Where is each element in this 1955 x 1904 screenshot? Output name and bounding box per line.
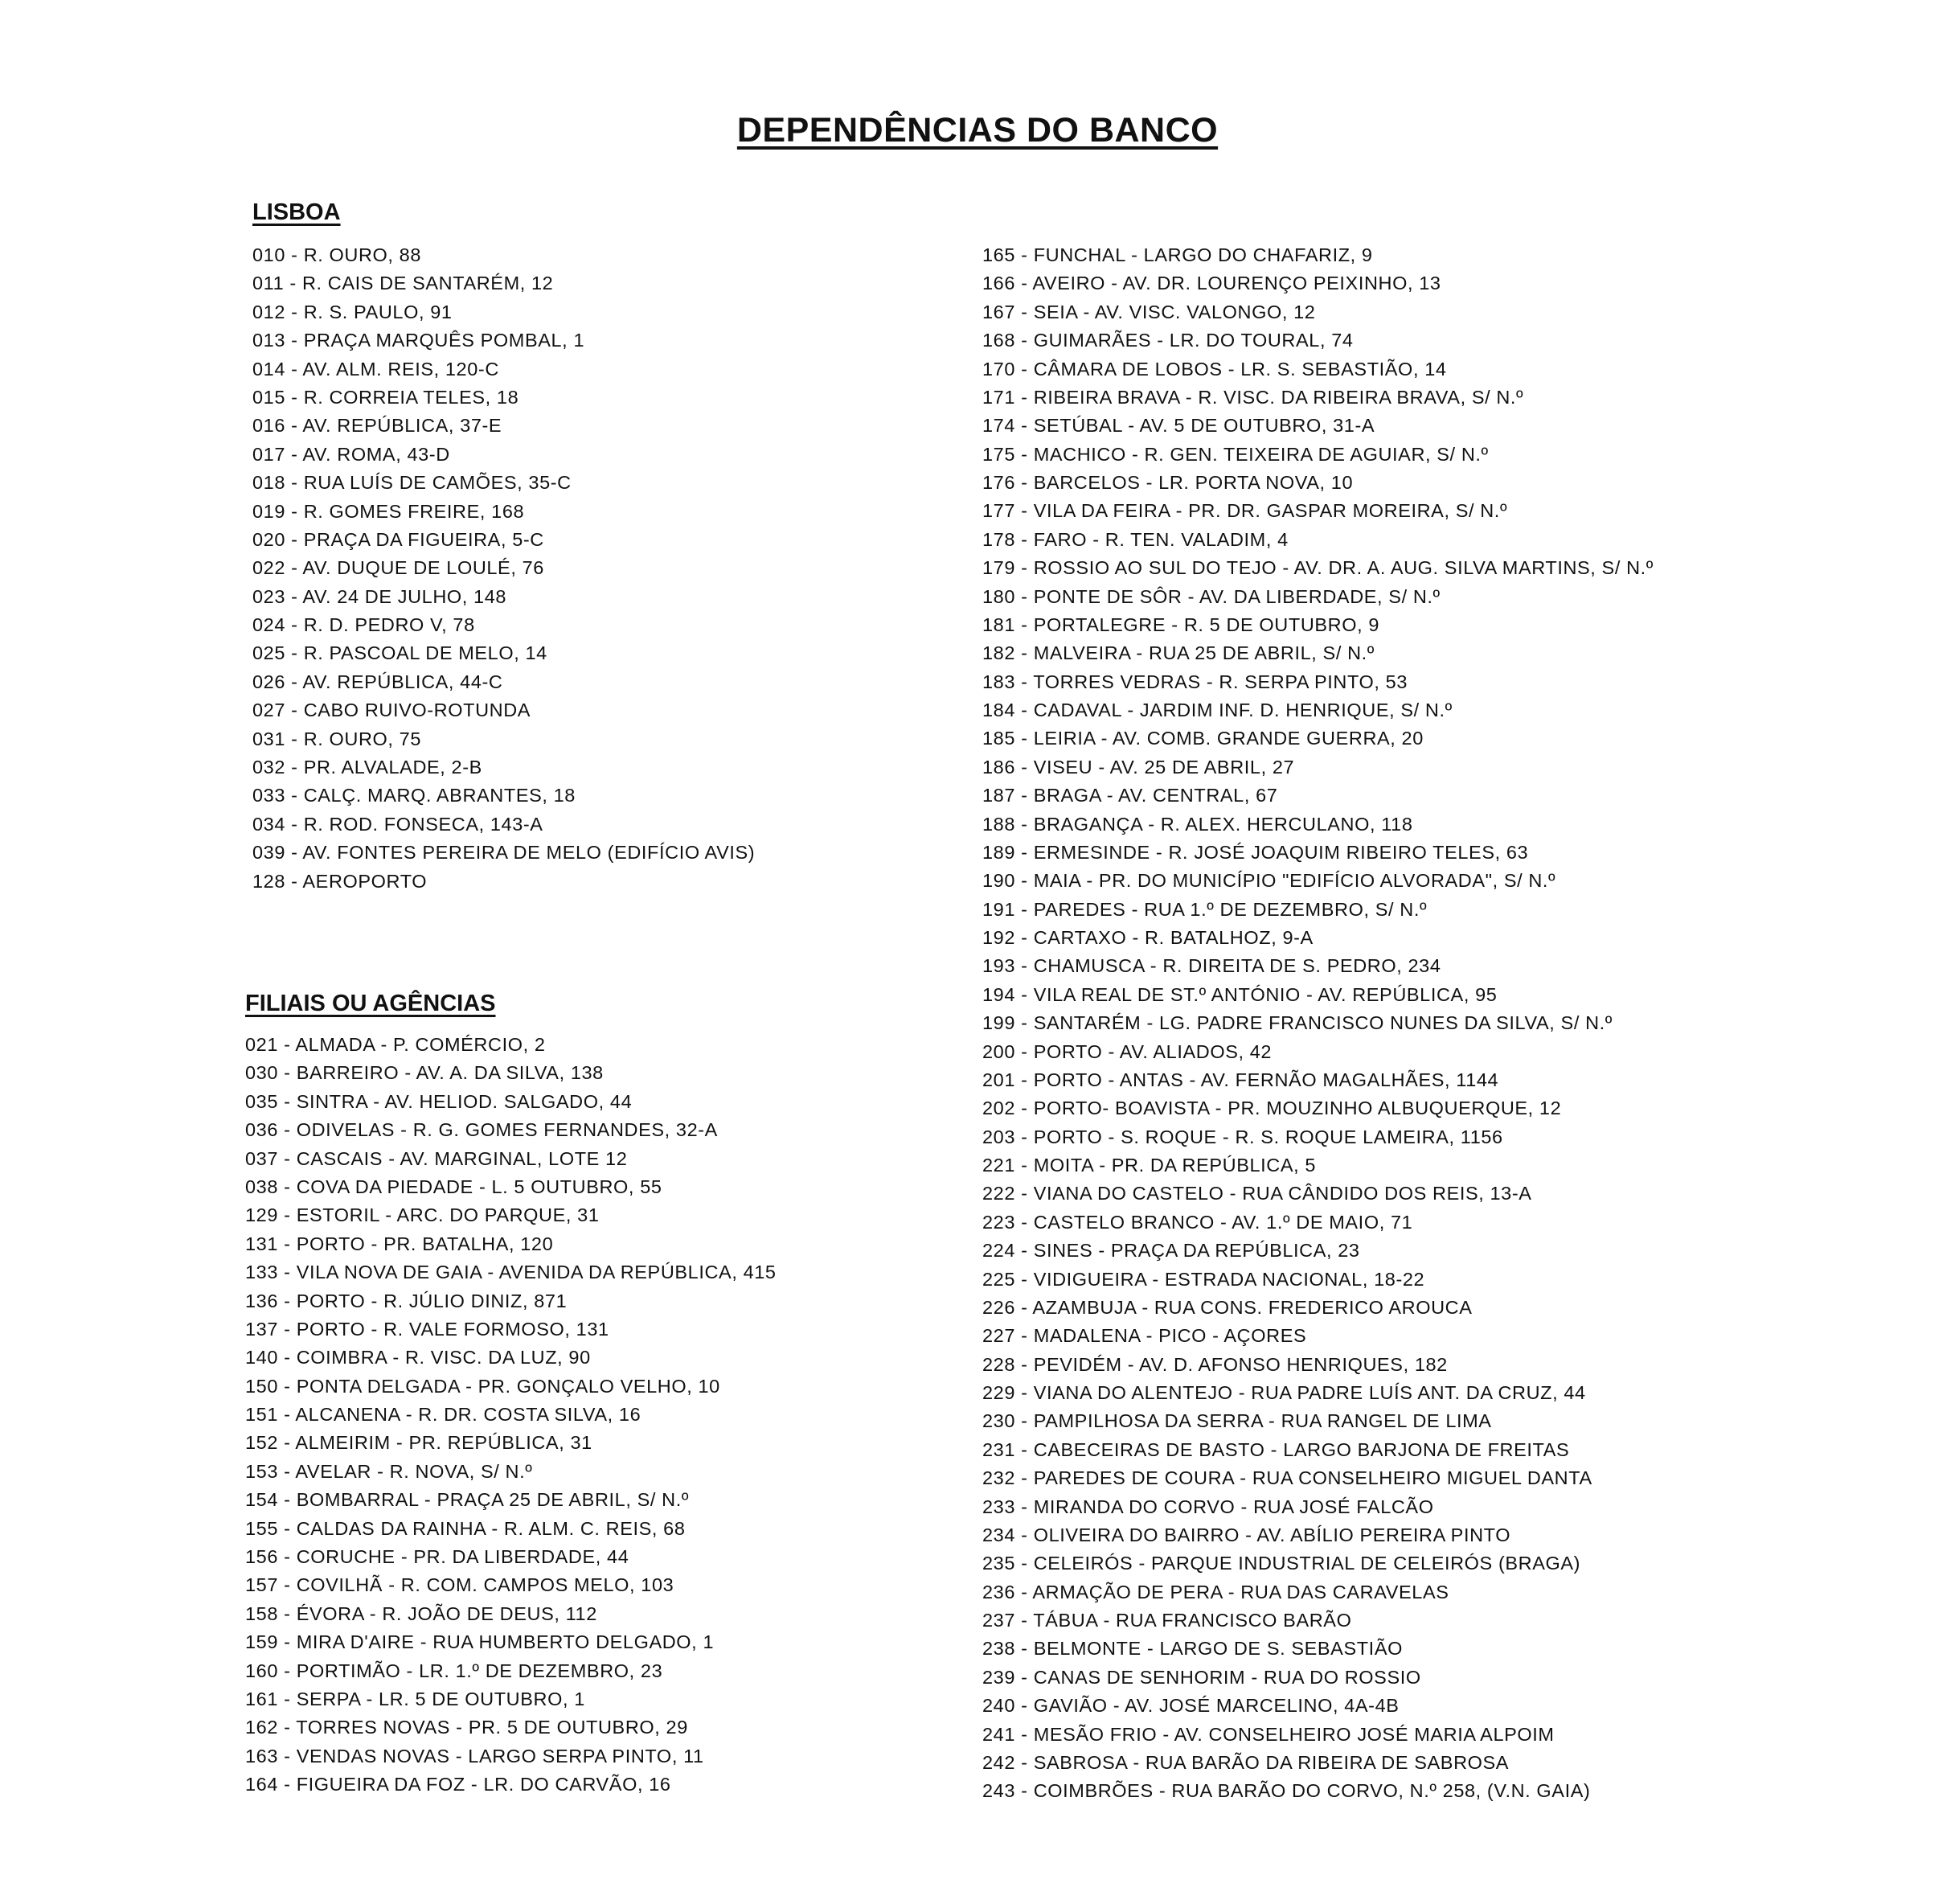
branch-entry: 133 - VILA NOVA DE GAIA - AVENIDA DA REPÚBLICA, 415 xyxy=(245,1262,777,1283)
lisboa-heading: LISBOA xyxy=(252,199,341,225)
branch-entry: 199 - SANTARÉM - LG. PADRE FRANCISCO NUNES DA SILVA, S/ N.º xyxy=(982,1012,1613,1034)
branch-entry: 153 - AVELAR - R. NOVA, S/ N.º xyxy=(245,1460,533,1482)
branch-entry: 159 - MIRA D'AIRE - RUA HUMBERTO DELGADO, 1 xyxy=(245,1631,715,1653)
branch-entry: 013 - PRAÇA MARQUÊS POMBAL, 1 xyxy=(252,330,585,351)
branch-entry: 012 - R. S. PAULO, 91 xyxy=(252,301,453,322)
branch-entry: 176 - BARCELOS - LR. PORTA NOVA, 10 xyxy=(982,472,1354,493)
branch-entry: 236 - ARMAÇÃO DE PERA - RUA DAS CARAVELAS xyxy=(982,1581,1449,1602)
branch-entry: 191 - PAREDES - RUA 1.º DE DEZEMBRO, S/ N.º xyxy=(982,898,1428,920)
branch-entry: 167 - SEIA - AV. VISC. VALONGO, 12 xyxy=(982,301,1316,322)
branch-entry: 163 - VENDAS NOVAS - LARGO SERPA PINTO, 11 xyxy=(245,1745,704,1767)
branch-entry: 014 - AV. ALM. REIS, 120-C xyxy=(252,358,499,380)
branch-entry: 239 - CANAS DE SENHORIM - RUA DO ROSSIO xyxy=(982,1666,1421,1688)
branch-entry: 241 - MESÃO FRIO - AV. CONSELHEIRO JOSÉ MARIA ALPOIM xyxy=(982,1723,1555,1745)
branch-entry: 225 - VIDIGUEIRA - ESTRADA NACIONAL, 18-22 xyxy=(982,1268,1425,1290)
branch-entry: 016 - AV. REPÚBLICA, 37-E xyxy=(252,415,502,437)
branch-entry: 022 - AV. DUQUE DE LOULÉ, 76 xyxy=(252,557,544,579)
branch-entry: 033 - CALÇ. MARQ. ABRANTES, 18 xyxy=(252,785,576,806)
branch-entry: 171 - RIBEIRA BRAVA - R. VISC. DA RIBEIRA BRAVA, S/ N.º xyxy=(982,386,1524,408)
branch-entry: 240 - GAVIÃO - AV. JOSÉ MARCELINO, 4A-4B xyxy=(982,1695,1400,1717)
branch-entry: 174 - SETÚBAL - AV. 5 DE OUTUBRO, 31-A xyxy=(982,415,1375,437)
branch-entry: 128 - AEROPORTO xyxy=(252,870,428,892)
branch-entry: 202 - PORTO- BOAVISTA - PR. MOUZINHO ALBUQUERQUE, 12 xyxy=(982,1098,1562,1119)
lisboa-branch-list xyxy=(252,241,755,896)
agencies-branch-list-continued xyxy=(982,241,1654,1806)
branch-entry: 015 - R. CORREIA TELES, 18 xyxy=(252,386,519,408)
branch-entry: 039 - AV. FONTES PEREIRA DE MELO (EDIFÍCIO AVIS) xyxy=(252,842,756,864)
branch-entry: 140 - COIMBRA - R. VISC. DA LUZ, 90 xyxy=(245,1347,591,1368)
branch-entry: 164 - FIGUEIRA DA FOZ - LR. DO CARVÃO, 16 xyxy=(245,1774,671,1795)
branch-entry: 162 - TORRES NOVAS - PR. 5 DE OUTUBRO, 29 xyxy=(245,1717,688,1738)
branch-entry: 201 - PORTO - ANTAS - AV. FERNÃO MAGALHÃES, 1144 xyxy=(982,1069,1499,1090)
branch-entry: 189 - ERMESINDE - R. JOSÉ JOAQUIM RIBEIRO TELES, 63 xyxy=(982,841,1529,863)
branch-entry: 161 - SERPA - LR. 5 DE OUTUBRO, 1 xyxy=(245,1688,585,1709)
branch-entry: 179 - ROSSIO AO SUL DO TEJO - AV. DR. A. AUG. SILVA MARTINS, S/ N.º xyxy=(982,557,1654,579)
branch-entry: 232 - PAREDES DE COURA - RUA CONSELHEIRO MIGUEL DANTA xyxy=(982,1467,1592,1489)
branch-entry: 165 - FUNCHAL - LARGO DO CHAFARIZ, 9 xyxy=(982,244,1373,265)
branch-entry: 151 - ALCANENA - R. DR. COSTA SILVA, 16 xyxy=(245,1404,641,1426)
branch-entry: 157 - COVILHÃ - R. COM. CAMPOS MELO, 103 xyxy=(245,1574,674,1596)
branch-entry: 018 - RUA LUÍS DE CAMÕES, 35-C xyxy=(252,472,572,494)
branch-entry: 025 - R. PASCOAL DE MELO, 14 xyxy=(252,642,547,664)
branch-entry: 223 - CASTELO BRANCO - AV. 1.º DE MAIO, 71 xyxy=(982,1211,1413,1233)
branch-entry: 186 - VISEU - AV. 25 DE ABRIL, 27 xyxy=(982,756,1295,778)
branch-entry: 035 - SINTRA - AV. HELIOD. SALGADO, 44 xyxy=(245,1090,633,1112)
branch-entry: 030 - BARREIRO - AV. A. DA SILVA, 138 xyxy=(245,1062,604,1084)
branch-entry: 221 - MOITA - PR. DA REPÚBLICA, 5 xyxy=(982,1155,1317,1176)
branch-entry: 177 - VILA DA FEIRA - PR. DR. GASPAR MOREIRA, S/ N.º xyxy=(982,500,1508,522)
branch-entry: 193 - CHAMUSCA - R. DIREITA DE S. PEDRO, 234 xyxy=(982,955,1441,977)
branch-entry: 182 - MALVEIRA - RUA 25 DE ABRIL, S/ N.º xyxy=(982,642,1375,664)
branch-entry: 037 - CASCAIS - AV. MARGINAL, LOTE 12 xyxy=(245,1147,628,1169)
branch-entry: 227 - MADALENA - PICO - AÇORES xyxy=(982,1325,1307,1347)
branch-entry: 011 - R. CAIS DE SANTARÉM, 12 xyxy=(252,273,554,294)
branch-entry: 031 - R. OURO, 75 xyxy=(252,728,422,749)
branch-entry: 017 - AV. ROMA, 43-D xyxy=(252,443,450,465)
branch-entry: 027 - CABO RUIVO-ROTUNDA xyxy=(252,700,531,721)
branch-entry: 170 - CÂMARA DE LOBOS - LR. S. SEBASTIÃO, 14 xyxy=(982,358,1447,380)
branch-entry: 036 - ODIVELAS - R. G. GOMES FERNANDES, 32-A xyxy=(245,1119,718,1141)
branch-entry: 180 - PONTE DE SÔR - AV. DA LIBERDADE, S/ N.º xyxy=(982,585,1441,607)
branch-entry: 231 - CABECEIRAS DE BASTO - LARGO BARJONA DE FREITAS xyxy=(982,1438,1570,1460)
branch-entry: 032 - PR. ALVALADE, 2-B xyxy=(252,757,482,778)
branch-entry: 026 - AV. REPÚBLICA, 44-C xyxy=(252,671,503,692)
branch-entry: 238 - BELMONTE - LARGO DE S. SEBASTIÃO xyxy=(982,1638,1403,1660)
branch-entry: 184 - CADAVAL - JARDIM INF. D. HENRIQUE, S/ N.º xyxy=(982,700,1453,720)
branch-entry: 233 - MIRANDA DO CORVO - RUA JOSÉ FALCÃO xyxy=(982,1496,1434,1517)
branch-entry: 155 - CALDAS DA RAINHA - R. ALM. C. REIS, 68 xyxy=(245,1517,686,1539)
branch-entry: 020 - PRAÇA DA FIGUEIRA, 5-C xyxy=(252,528,544,550)
branch-entry: 019 - R. GOMES FREIRE, 168 xyxy=(252,500,525,522)
branch-entry: 242 - SABROSA - RUA BARÃO DA RIBEIRA DE SABROSA xyxy=(982,1751,1510,1773)
branch-entry: 185 - LEIRIA - AV. COMB. GRANDE GUERRA, 20 xyxy=(982,728,1424,749)
branch-entry: 034 - R. ROD. FONSECA, 143-A xyxy=(252,813,543,835)
branch-entry: 187 - BRAGA - AV. CENTRAL, 67 xyxy=(982,785,1278,806)
branch-entry: 166 - AVEIRO - AV. DR. LOURENÇO PEIXINHO, 13 xyxy=(982,273,1441,294)
branch-entry: 175 - MACHICO - R. GEN. TEIXEIRA DE AGUIAR, S/ N.º xyxy=(982,443,1489,465)
branch-entry: 131 - PORTO - PR. BATALHA, 120 xyxy=(245,1233,554,1254)
branch-entry: 150 - PONTA DELGADA - PR. GONÇALO VELHO, 10 xyxy=(245,1375,720,1397)
branch-entry: 229 - VIANA DO ALENTEJO - RUA PADRE LUÍS ANT. DA CRUZ, 44 xyxy=(982,1382,1586,1403)
branch-entry: 222 - VIANA DO CASTELO - RUA CÂNDIDO DOS REIS, 13-A xyxy=(982,1183,1532,1204)
filiais-heading: FILIAIS OU AGÊNCIAS xyxy=(245,991,496,1016)
branch-entry: 200 - PORTO - AV. ALIADOS, 42 xyxy=(982,1040,1273,1062)
branch-entry: 237 - TÁBUA - RUA FRANCISCO BARÃO xyxy=(982,1610,1352,1631)
branch-entry: 152 - ALMEIRIM - PR. REPÚBLICA, 31 xyxy=(245,1432,592,1454)
branch-entry: 234 - OLIVEIRA DO BAIRRO - AV. ABÍLIO PEREIRA PINTO xyxy=(982,1524,1511,1545)
branch-entry: 183 - TORRES VEDRAS - R. SERPA PINTO, 53 xyxy=(982,671,1408,692)
branch-entry: 023 - AV. 24 DE JULHO, 148 xyxy=(252,585,507,607)
page-title: DEPENDÊNCIAS DO BANCO xyxy=(736,111,1219,150)
filiais-branch-list xyxy=(245,1031,777,1799)
branch-entry: 010 - R. OURO, 88 xyxy=(252,244,422,265)
branch-entry: 160 - PORTIMÃO - LR. 1.º DE DEZEMBRO, 23 xyxy=(245,1660,663,1681)
branch-entry: 192 - CARTAXO - R. BATALHOZ, 9-A xyxy=(982,927,1314,948)
branch-entry: 168 - GUIMARÃES - LR. DO TOURAL, 74 xyxy=(982,330,1354,351)
branch-entry: 154 - BOMBARRAL - PRAÇA 25 DE ABRIL, S/ N.º xyxy=(245,1489,690,1511)
branch-entry: 181 - PORTALEGRE - R. 5 DE OUTUBRO, 9 xyxy=(982,613,1380,635)
branch-entry: 203 - PORTO - S. ROQUE - R. S. ROQUE LAMEIRA, 1156 xyxy=(982,1126,1503,1147)
branch-entry: 235 - CELEIRÓS - PARQUE INDUSTRIAL DE CELEIRÓS (BRAGA) xyxy=(982,1553,1581,1574)
branch-entry: 230 - PAMPILHOSA DA SERRA - RUA RANGEL DE LIMA xyxy=(982,1410,1492,1432)
branch-entry: 243 - COIMBRÕES - RUA BARÃO DO CORVO, N.º 258, (V.N. GAIA) xyxy=(982,1780,1591,1802)
branch-entry: 021 - ALMADA - P. COMÉRCIO, 2 xyxy=(245,1034,546,1055)
branch-entry: 158 - ÉVORA - R. JOÃO DE DEUS, 112 xyxy=(245,1602,597,1624)
branch-entry: 190 - MAIA - PR. DO MUNICÍPIO "EDIFÍCIO ALVORADA", S/ N.º xyxy=(982,870,1556,892)
branch-entry: 188 - BRAGANÇA - R. ALEX. HERCULANO, 118 xyxy=(982,813,1413,835)
branch-entry: 136 - PORTO - R. JÚLIO DINIZ, 871 xyxy=(245,1290,568,1311)
branch-entry: 038 - COVA DA PIEDADE - L. 5 OUTUBRO, 55 xyxy=(245,1176,662,1197)
branch-entry: 224 - SINES - PRAÇA DA REPÚBLICA, 23 xyxy=(982,1240,1360,1262)
branch-entry: 178 - FARO - R. TEN. VALADIM, 4 xyxy=(982,528,1289,550)
branch-entry: 194 - VILA REAL DE ST.º ANTÓNIO - AV. REPÚBLICA, 95 xyxy=(982,983,1498,1005)
branch-entry: 226 - AZAMBUJA - RUA CONS. FREDERICO AROUCA xyxy=(982,1296,1473,1318)
branch-entry: 129 - ESTORIL - ARC. DO PARQUE, 31 xyxy=(245,1204,600,1226)
branch-entry: 137 - PORTO - R. VALE FORMOSO, 131 xyxy=(245,1318,609,1340)
branch-entry: 228 - PEVIDÉM - AV. D. AFONSO HENRIQUES, 182 xyxy=(982,1353,1448,1375)
branch-entry: 024 - R. D. PEDRO V, 78 xyxy=(252,614,475,636)
branch-entry: 156 - CORUCHE - PR. DA LIBERDADE, 44 xyxy=(245,1546,629,1568)
